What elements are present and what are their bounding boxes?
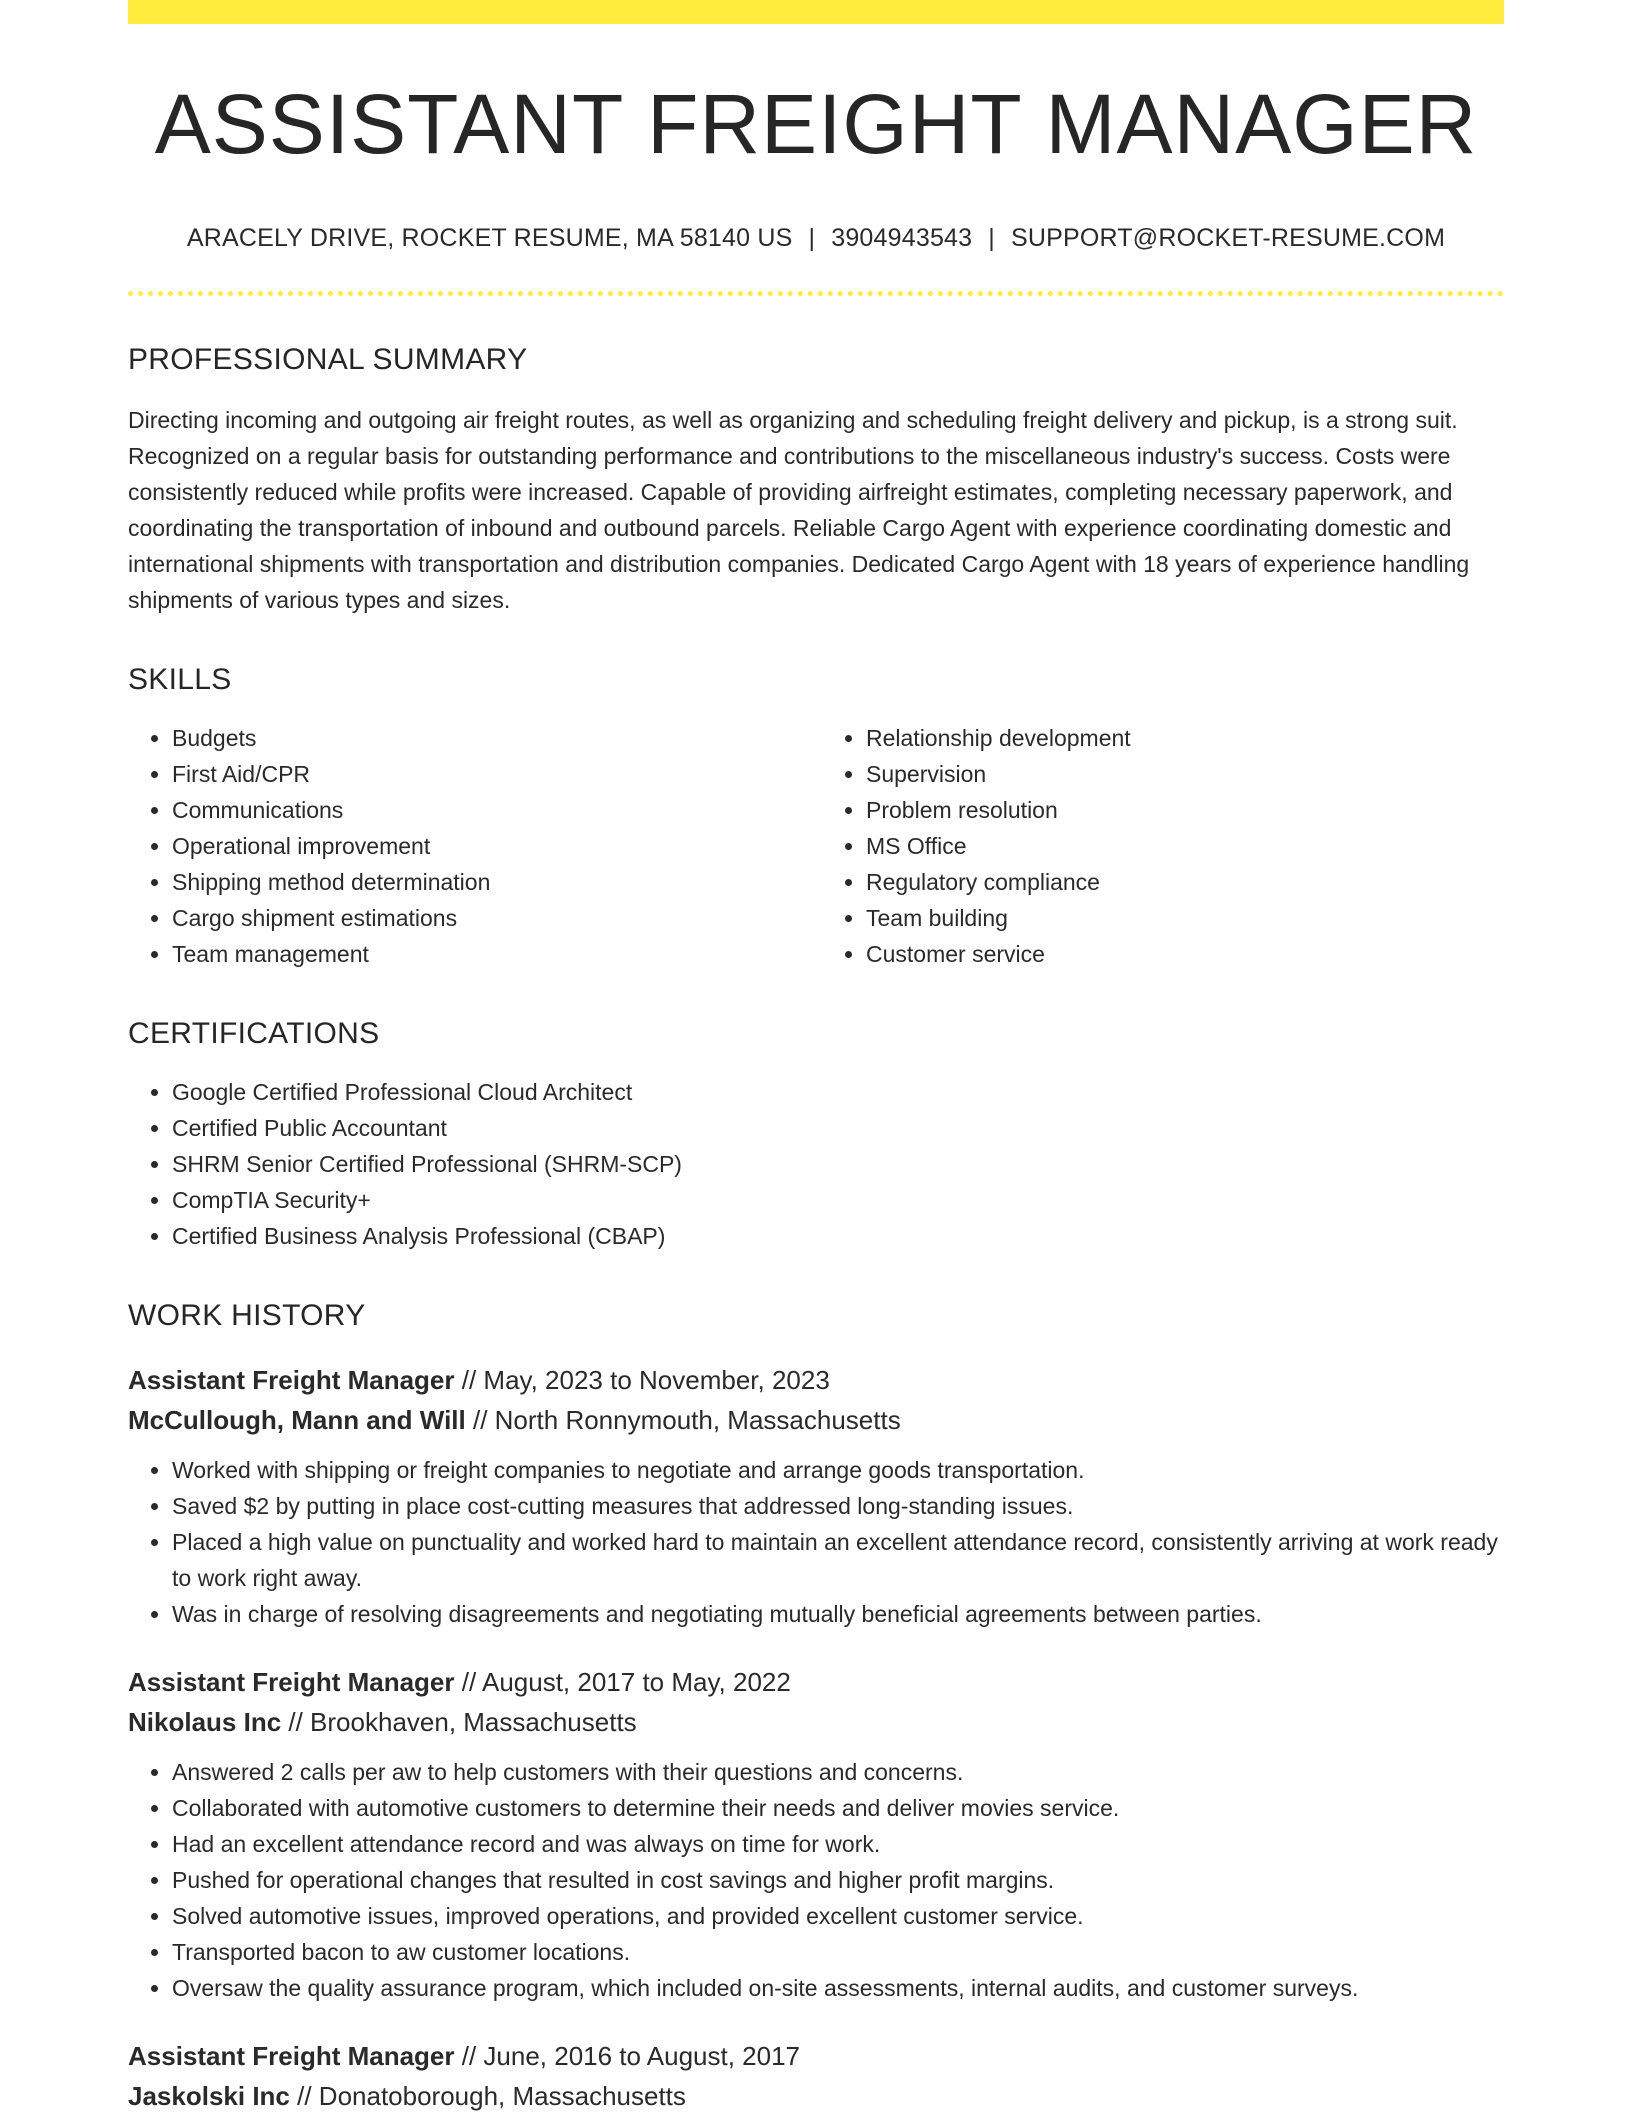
address: ARACELY DRIVE, ROCKET RESUME, MA 58140 US: [186, 224, 793, 252]
job-dates: // May, 2023 to November, 2023: [461, 1365, 830, 1395]
job-company-line: [128, 1702, 1504, 1742]
job-title-line: [128, 1360, 1504, 1400]
certification-item: • SHRM Senior Certified Professional (SHRM-SCP): [172, 1146, 1504, 1182]
job-dates: // August, 2017 to May, 2022: [461, 1667, 791, 1697]
separator: |: [808, 224, 816, 252]
skill-item: • First Aid/CPR: [172, 756, 816, 792]
job-entry: [128, 1360, 1504, 1632]
job-company: McCullough, Mann and Will: [128, 1405, 466, 1435]
dotted-divider: [128, 291, 1504, 296]
certification-item: • Certified Business Analysis Professional (CBAP): [172, 1218, 1504, 1254]
job-title-line: [128, 1662, 1504, 1702]
accent-top-bar: [128, 0, 1504, 24]
resume-title: ASSISTANT FREIGHT MANAGER: [154, 77, 1478, 171]
contact-line: [128, 224, 1504, 253]
certifications-list: [128, 1074, 1504, 1254]
job-entry: [128, 2036, 1504, 2116]
job-title: Assistant Freight Manager: [128, 2041, 455, 2071]
job-bullet: • Transported bacon to aw customer locations.: [172, 1934, 1504, 1970]
job-location: // Donatoborough, Massachusetts: [297, 2081, 686, 2111]
job-dates: // June, 2016 to August, 2017: [461, 2041, 801, 2071]
summary-text: Directing incoming and outgoing air freight routes, as well as organizing and scheduling freight delivery and pickup, is a strong suit. Recognized on a regular basis for outstanding performance and contributions to the miscellaneous industry's success. Costs were consistently reduced while profits were increased. Capable of providing airfreight estimates, completing necessary paperwork, and coordinating the transportation of inbound and outbound parcels. Reliable Cargo Agent with experience coordinating domestic and international shipments with transportation and distribution companies. Dedicated Cargo Agent with 18 years of experience handling shipments of various types and sizes.: [128, 407, 1470, 613]
skill-item: • Relationship development: [866, 720, 1504, 756]
job-location: // Brookhaven, Massachusetts: [288, 1707, 637, 1737]
resume-page: [128, 0, 1504, 2116]
job-title: Assistant Freight Manager: [128, 1667, 455, 1697]
job-bullet: • Was in charge of resolving disagreements and negotiating mutually beneficial agreements between parties.: [172, 1596, 1504, 1632]
job-company-line: [128, 2076, 1504, 2116]
job-company-line: [128, 1400, 1504, 1440]
skills-right-column: [816, 720, 1504, 972]
skill-item: • Communications: [172, 792, 816, 828]
job-title-line: [128, 2036, 1504, 2076]
job-bullet: • Pushed for operational changes that resulted in cost savings and higher profit margins.: [172, 1862, 1504, 1898]
skill-item: • MS Office: [866, 828, 1504, 864]
job-bullet: • Oversaw the quality assurance program, which included on-site assessments, internal audits, and customer surveys.: [172, 1970, 1504, 2006]
summary-heading: PROFESSIONAL SUMMARY: [128, 343, 528, 376]
certifications-heading: CERTIFICATIONS: [128, 1017, 380, 1050]
skill-item: • Regulatory compliance: [866, 864, 1504, 900]
skill-item: • Problem resolution: [866, 792, 1504, 828]
skill-item: • Shipping method determination: [172, 864, 816, 900]
job-bullets: [128, 1754, 1504, 2006]
job-bullets: [128, 1452, 1504, 1632]
certification-item: • Google Certified Professional Cloud Architect: [172, 1074, 1504, 1110]
certification-item: • Certified Public Accountant: [172, 1110, 1504, 1146]
job-bullet: • Saved $2 by putting in place cost-cutting measures that addressed long-standing issues.: [172, 1488, 1504, 1524]
job-bullet: • Had an excellent attendance record and was always on time for work.: [172, 1826, 1504, 1862]
skill-item: • Team management: [172, 936, 816, 972]
job-bullet: • Worked with shipping or freight companies to negotiate and arrange goods transportation.: [172, 1452, 1504, 1488]
skill-item: • Supervision: [866, 756, 1504, 792]
skills-grid: [128, 720, 1504, 972]
work-history-heading: WORK HISTORY: [128, 1299, 366, 1332]
skill-item: • Budgets: [172, 720, 816, 756]
job-bullet: • Solved automotive issues, improved operations, and provided excellent customer service.: [172, 1898, 1504, 1934]
job-bullet: • Answered 2 calls per aw to help customers with their questions and concerns.: [172, 1754, 1504, 1790]
skill-item: • Team building: [866, 900, 1504, 936]
skills-heading: SKILLS: [128, 663, 232, 696]
job-bullet: • Placed a high value on punctuality and worked hard to maintain an excellent attendance record, consistently arriving at work ready to work right away.: [172, 1524, 1504, 1596]
separator: |: [988, 224, 995, 252]
job-location: // North Ronnymouth, Massachusetts: [472, 1405, 901, 1435]
skill-item: • Operational improvement: [172, 828, 816, 864]
skills-left-column: [128, 720, 816, 972]
email: SUPPORT@ROCKET-RESUME.COM: [1010, 224, 1446, 252]
job-company: Nikolaus Inc: [128, 1707, 282, 1737]
job-title: Assistant Freight Manager: [128, 1365, 455, 1395]
job-bullet: • Collaborated with automotive customers to determine their needs and deliver movies service.: [172, 1790, 1504, 1826]
skill-item: • Cargo shipment estimations: [172, 900, 816, 936]
phone: 3904943543: [831, 224, 973, 252]
job-company: Jaskolski Inc: [128, 2081, 290, 2111]
certification-item: • CompTIA Security+: [172, 1182, 1504, 1218]
skill-item: • Customer service: [866, 936, 1504, 972]
job-entry: [128, 1662, 1504, 2006]
